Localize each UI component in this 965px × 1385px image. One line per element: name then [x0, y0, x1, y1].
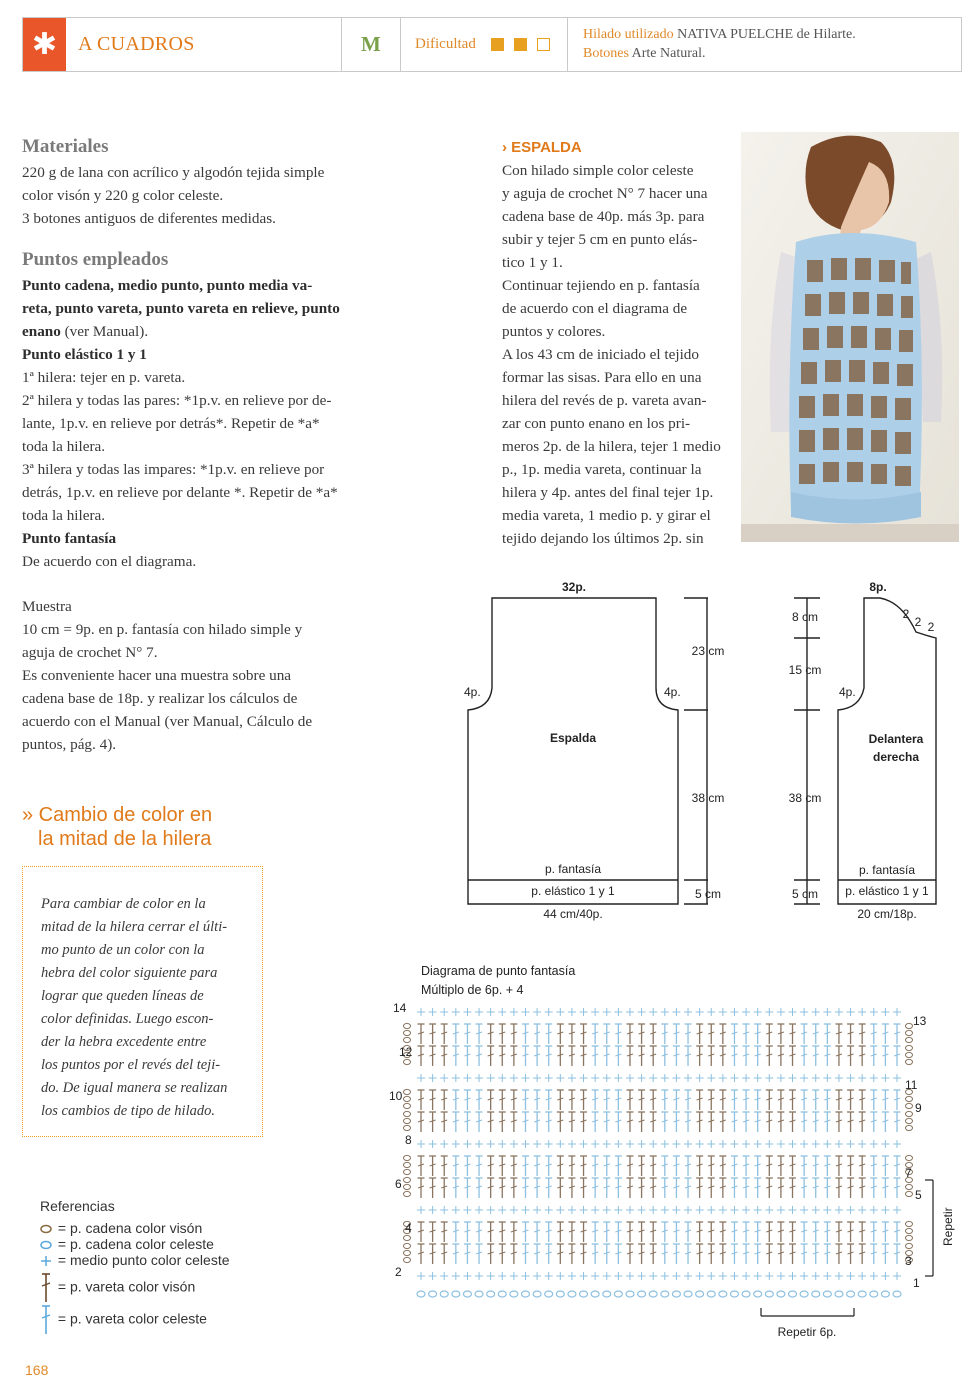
chain-stitch [614, 1291, 622, 1297]
difficulty-square-empty [537, 38, 550, 51]
back-line: Con hilado simple color celeste [502, 162, 694, 179]
materials-title: Materiales [22, 136, 109, 157]
turning-chain [906, 1030, 913, 1035]
turning-chain [404, 1059, 411, 1064]
turning-chain [906, 1184, 913, 1189]
back-line: y aguja de crochet N° 7 hacer una [502, 185, 708, 202]
gauge-line: Es conveniente hacer una muestra sobre una [22, 667, 292, 684]
front-height-label: 15 cm [788, 663, 822, 677]
turning-chain [906, 1103, 913, 1108]
chain-stitch [638, 1291, 646, 1297]
row-number: 9 [915, 1101, 922, 1115]
chain-stitch [440, 1291, 448, 1297]
materials-line: color visón y 220 g color celeste. [22, 187, 224, 204]
back-line: media vareta, 1 medio p. y girar el [502, 507, 711, 524]
turning-chain [404, 1250, 411, 1255]
chain-stitch [893, 1291, 901, 1297]
front-height-label: 5 cm [791, 887, 819, 901]
back-line: Continuar tejiendo en p. fantasía [502, 277, 700, 294]
back-line: zar con punto enano en los pri- [502, 415, 691, 432]
elastic-line: 1ª hilera: tejer en p. vareta. [22, 369, 186, 386]
repeat-bottom-label: Repetir 6p. [777, 1325, 837, 1339]
back-line: puntos y colores. [502, 323, 606, 340]
color-change-line: los cambios de tipo de hilado. [41, 1103, 215, 1119]
row-number: 8 [405, 1133, 412, 1147]
color-change-line: color definidas. Luego escon- [41, 1011, 214, 1027]
back-instructions [502, 136, 734, 550]
stitches-title: Puntos empleados [22, 249, 169, 270]
turning-chain [404, 1184, 411, 1189]
front-neck-label: 2 [902, 607, 910, 621]
double-crochet-mink-icon [40, 1272, 54, 1304]
row-number: 1 [913, 1276, 920, 1290]
stitches-enano: enano [22, 323, 61, 340]
divider [567, 18, 568, 71]
chain-stitch [800, 1291, 808, 1297]
back-name-label: Espalda [549, 731, 597, 745]
reference-item [40, 1272, 195, 1304]
buttons-label: Botones [583, 46, 629, 61]
back-line: hilera del revés de p. vareta avan- [502, 392, 707, 409]
chain-stitch [684, 1291, 692, 1297]
front-name-label: derecha [872, 750, 920, 764]
turning-chain [906, 1118, 913, 1123]
single-crochet-sky-icon [40, 1254, 54, 1268]
back-height-label: 5 cm [694, 887, 722, 901]
color-change-line: Para cambiar de color en la [41, 896, 206, 912]
back-line: A los 43 cm de iniciado el tejido [502, 346, 699, 363]
turning-chain [906, 1037, 913, 1042]
turning-chain [906, 1045, 913, 1050]
stitches-line: reta, punto vareta, punto vareta en relieve, punto [22, 300, 340, 317]
turning-chain [404, 1162, 411, 1167]
row-number: 7 [905, 1166, 912, 1180]
turning-chain [906, 1052, 913, 1057]
chain-stitch [858, 1291, 866, 1297]
left-column [22, 133, 367, 573]
turning-chain [906, 1111, 913, 1116]
repeat-side-bracket [925, 1180, 933, 1276]
chain-stitch [487, 1291, 495, 1297]
reference-item [40, 1252, 230, 1268]
repeat-bottom-bracket [761, 1308, 854, 1316]
turning-chain [404, 1177, 411, 1182]
front-neck-label: 2 [927, 620, 935, 634]
back-height-label: 23 cm [691, 644, 725, 658]
color-change-line: der la hebra excedente entre [41, 1034, 207, 1050]
turning-chain [906, 1228, 913, 1233]
materials-line: 220 g de lana con acrílico y algodón tejida simple [22, 164, 325, 181]
color-change-line: do. De igual manera se realizan [41, 1080, 228, 1096]
front-height-label: 38 cm [788, 791, 822, 805]
color-change-title [22, 803, 212, 851]
front-height-label: 8 cm [791, 610, 819, 624]
color-change-line: lograr que queden líneas de [41, 988, 204, 1004]
chain-stitch [533, 1291, 541, 1297]
turning-chain [404, 1257, 411, 1262]
size-label: M [361, 32, 381, 56]
chain-stitch [870, 1291, 878, 1297]
stitch-diagram-subtitle: Múltiplo de 6p. + 4 [421, 983, 524, 997]
model-photo [741, 132, 959, 542]
chain-stitch [603, 1291, 611, 1297]
reference-text: = p. vareta color visón [57, 1278, 196, 1295]
gauge-line: Muestra [22, 598, 72, 615]
stitches-enano-note: (ver Manual). [60, 323, 149, 340]
buttons-value: Arte Natural. [631, 46, 706, 61]
references-title: Referencias [40, 1198, 115, 1214]
reference-text: = p. cadena color visón [57, 1220, 203, 1236]
back-line: meros 2p. de la hilera, tejer 1 medio [502, 438, 721, 455]
reference-item [40, 1304, 207, 1336]
chain-stitch [452, 1291, 460, 1297]
stitch-diagram [385, 958, 960, 1343]
front-width-label: 20 cm/18p. [857, 907, 917, 921]
yarn-info [583, 25, 856, 63]
asterisk-icon: ✱ [23, 18, 66, 71]
color-change-line: mo punto de un color con la [41, 942, 205, 958]
model-photo-illustration [741, 132, 959, 542]
chain-stitch [510, 1291, 518, 1297]
front-top-label: 8p. [869, 580, 887, 594]
chain-stitch [521, 1291, 529, 1297]
turning-chain [404, 1103, 411, 1108]
back-title: › ESPALDA [502, 139, 582, 156]
chain-stitch [429, 1291, 437, 1297]
chain-stitch [591, 1291, 599, 1297]
turning-chain [404, 1155, 411, 1160]
color-change-title-line: » Cambio de color en [22, 804, 213, 826]
front-dec-label: 4p. [839, 685, 856, 699]
difficulty-label: Dificultad [415, 36, 476, 52]
turning-chain [404, 1235, 411, 1240]
gauge-line: puntos, pág. 4). [22, 736, 117, 753]
front-neck-label: 2 [914, 615, 922, 629]
chain-stitch [545, 1291, 553, 1297]
chain-stitch [463, 1291, 471, 1297]
repeat-side-label: Repetir [941, 1207, 955, 1246]
front-fantasy-label: p. fantasía [858, 863, 916, 877]
pattern-title: A CUADROS [78, 33, 195, 55]
chain-stitch [823, 1291, 831, 1297]
yarn-value: NATIVA PUELCHE de Hilarte. [677, 27, 856, 42]
chain-stitch [417, 1291, 425, 1297]
chain-stitch [568, 1291, 576, 1297]
gauge-line: acuerdo con el Manual (ver Manual, Cálculo de [22, 713, 313, 730]
chain-stitch [719, 1291, 727, 1297]
turning-chain [404, 1089, 411, 1094]
chain-stitch [789, 1291, 797, 1297]
chain-stitch [661, 1291, 669, 1297]
elastic-line: toda la hilera. [22, 438, 106, 455]
fantasy-title: Punto fantasía [22, 530, 117, 547]
turning-chain [906, 1243, 913, 1248]
turning-chain [404, 1030, 411, 1035]
stitch-grid [404, 1008, 913, 1297]
back-fantasy-label: p. fantasía [544, 862, 602, 876]
back-right-dec-label: 4p. [664, 685, 681, 699]
color-change-line: hebra del color siguiente para [41, 965, 218, 981]
chain-stitch [812, 1291, 820, 1297]
pattern-header [22, 17, 962, 72]
row-number: 4 [405, 1221, 412, 1235]
chain-stitch [847, 1291, 855, 1297]
turning-chain [404, 1118, 411, 1123]
chain-stitch [696, 1291, 704, 1297]
divider [400, 18, 401, 71]
chain-stitch [475, 1291, 483, 1297]
stitches-line: Punto cadena, medio punto, punto media va- [22, 277, 313, 294]
chain-stitch [556, 1291, 564, 1297]
turning-chain [906, 1023, 913, 1028]
reference-text: = medio punto color celeste [57, 1252, 230, 1268]
chain-stitch [730, 1291, 738, 1297]
turning-chain [404, 1169, 411, 1174]
front-rib-label: p. elástico 1 y 1 [845, 884, 929, 898]
chain-stitch [626, 1291, 634, 1297]
back-left-dec-label: 4p. [464, 685, 481, 699]
page-number: 168 [25, 1362, 49, 1378]
elastic-line: detrás, 1p.v. en relieve por delante *. Repetir de *a* [22, 484, 338, 501]
schematics [440, 570, 960, 925]
elastic-line: 2ª hilera y todas las pares: *1p.v. en relieve por de- [22, 392, 332, 409]
reference-item [40, 1236, 214, 1252]
chain-stitch [498, 1291, 506, 1297]
front-name-label: Delantera [868, 732, 924, 746]
gauge-line: 10 cm = 9p. en p. fantasía con hilado simple y [22, 621, 303, 638]
row-number: 13 [913, 1014, 927, 1028]
materials-line: 3 botones antiguos de diferentes medidas. [22, 210, 276, 227]
turning-chain [906, 1059, 913, 1064]
difficulty-square-filled [514, 38, 527, 51]
back-line: hilera y 4p. antes del final tejer 1p. [502, 484, 714, 501]
chain-stitch [881, 1291, 889, 1297]
reference-item [40, 1220, 202, 1236]
turning-chain [404, 1096, 411, 1101]
back-line: tico 1 y 1. [502, 254, 563, 271]
chain-stitch [835, 1291, 843, 1297]
chain-stitch [765, 1291, 773, 1297]
turning-chain [906, 1155, 913, 1160]
elastic-line: lante, 1p.v. en relieve por detrás*. Repetir de *a* [22, 415, 320, 432]
chain-stitch [672, 1291, 680, 1297]
back-line: cadena base de 40p. más 3p. para [502, 208, 705, 225]
row-number: 6 [395, 1177, 402, 1191]
color-change-title-line: la mitad de la hilera [38, 828, 212, 850]
turning-chain [906, 1125, 913, 1130]
row-number: 12 [399, 1045, 413, 1059]
back-outline [468, 598, 678, 904]
turning-chain [404, 1111, 411, 1116]
back-line: formar las sisas. Para ello en una [502, 369, 702, 386]
back-height-label: 38 cm [691, 791, 725, 805]
double-crochet-sky-icon [40, 1304, 54, 1336]
row-number: 10 [389, 1089, 403, 1103]
turning-chain [906, 1096, 913, 1101]
chain-sky-icon [40, 1238, 54, 1252]
back-line: subir y tejer 5 cm en punto elás- [502, 231, 698, 248]
back-rib-label: p. elástico 1 y 1 [531, 884, 615, 898]
color-change-line: mitad de la hilera cerrar el últi- [41, 919, 228, 935]
row-number: 5 [915, 1188, 922, 1202]
back-line: de acuerdo con el diagrama de [502, 300, 688, 317]
fantasy-line: De acuerdo con el diagrama. [22, 553, 197, 570]
stitch-diagram-title: Diagrama de punto fantasía [421, 964, 576, 978]
chain-stitch [742, 1291, 750, 1297]
row-number: 14 [393, 1001, 407, 1015]
back-top-label: 32p. [561, 580, 587, 594]
turning-chain [404, 1191, 411, 1196]
turning-chain [404, 1037, 411, 1042]
turning-chain [404, 1125, 411, 1130]
divider [341, 18, 342, 71]
chain-stitch [777, 1291, 785, 1297]
color-change-line: los puntos por el revés del teji- [41, 1057, 221, 1073]
elastic-line: 3ª hilera y todas las impares: *1p.v. en relieve por [22, 461, 325, 478]
reference-text: = p. vareta color celeste [57, 1310, 207, 1327]
back-line: p., 1p. media vareta, continuar la [502, 461, 702, 478]
turning-chain [906, 1221, 913, 1226]
chain-stitch [754, 1291, 762, 1297]
chain-stitch [707, 1291, 715, 1297]
chain-stitch [580, 1291, 588, 1297]
gauge-line: cadena base de 18p. y realizar los cálculos de [22, 690, 298, 707]
row-number: 11 [905, 1078, 918, 1092]
row-number: 3 [905, 1254, 912, 1268]
turning-chain [404, 1023, 411, 1028]
elastic-line: toda la hilera. [22, 507, 106, 524]
chain-mink-icon [40, 1222, 54, 1236]
difficulty-square-filled [491, 38, 504, 51]
turning-chain [906, 1235, 913, 1240]
elastic-title: Punto elástico 1 y 1 [22, 346, 147, 363]
stitches-line [22, 320, 367, 343]
row-number: 2 [395, 1265, 402, 1279]
yarn-label: Hilado utilizado [583, 27, 674, 42]
turning-chain [906, 1191, 913, 1196]
chain-stitch [649, 1291, 657, 1297]
back-width-label: 44 cm/40p. [543, 907, 603, 921]
turning-chain [404, 1243, 411, 1248]
color-change-box [22, 866, 263, 1137]
reference-text: = p. cadena color celeste [57, 1236, 214, 1252]
gauge-section [22, 595, 367, 756]
gauge-line: aguja de crochet N° 7. [22, 644, 158, 661]
back-line: tejido dejando los últimos 2p. sin [502, 530, 704, 547]
